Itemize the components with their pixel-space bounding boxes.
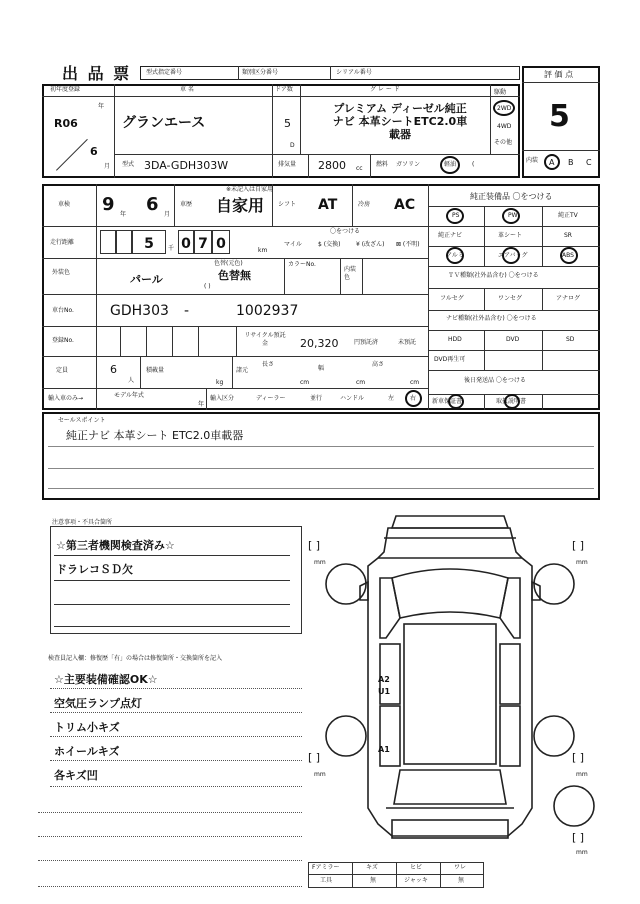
interior-color-label: 内装色 — [344, 266, 357, 281]
damage-mark-a2: A2 — [378, 675, 390, 684]
tire-mm-rr: mm — [576, 771, 588, 778]
height-label: 高さ — [372, 361, 385, 368]
recycle-unit: 円預託済 — [354, 339, 379, 346]
inspector-line-5: 各キズ凹 — [54, 769, 98, 782]
ac-label: 冷房 — [358, 201, 371, 208]
recycle-label: リサイクル預託金 — [244, 332, 286, 347]
handle-right: 右 — [410, 395, 417, 402]
model-year-label: モデル年式 — [114, 392, 144, 399]
model-label: 型式 — [122, 161, 135, 168]
inspection-year-unit: 年 — [120, 211, 127, 218]
tire-bracket-fr: [ ] — [572, 539, 585, 552]
sales-point-text: 純正ナビ 本革シート ETC2.0車載器 — [66, 429, 244, 442]
shift-label: シフト — [278, 201, 297, 208]
color-change-label: 色替(元色) — [214, 260, 243, 267]
length-label: 長さ — [262, 361, 275, 368]
interior-opt-a: A — [549, 158, 555, 167]
drive-other: その他 — [494, 139, 513, 146]
month-unit: 月 — [104, 163, 111, 170]
selected-mark — [493, 100, 515, 116]
capacity-value: 6 — [110, 363, 117, 376]
chassis-dash: - — [184, 303, 190, 319]
sales-point-label: セールスポイント — [58, 417, 106, 424]
vehicle-name: グランエース — [122, 115, 206, 131]
nav-dvd: DVD — [506, 336, 520, 343]
selected-mark — [504, 394, 520, 409]
color-no-label: カラーNo. — [288, 261, 316, 268]
selected-mark — [502, 247, 520, 264]
door-unit: D — [290, 142, 295, 149]
reg-no-label: 登録No. — [52, 337, 74, 344]
legend-value-3: ジャッキ — [404, 877, 428, 884]
legend-value-4: 無 — [458, 877, 465, 884]
equip-nav: 純正ナビ — [438, 232, 463, 239]
load-unit: kg — [216, 379, 224, 386]
model-cert-label: 型式指定番号 — [146, 69, 183, 76]
history-note: ※未記入は自家用 — [226, 186, 274, 193]
tire-bracket-rr: [ ] — [572, 751, 585, 764]
mileage-digit: 0 — [216, 236, 226, 252]
note-line-2: ドラレコＳＤ欠 — [56, 563, 133, 576]
mileage-digit: 7 — [198, 236, 208, 252]
tv-fullseg: フルセグ — [440, 295, 464, 302]
height-cm: cm — [410, 379, 420, 386]
tire-mm-fr: mm — [576, 559, 588, 566]
interior-label: 内装 — [526, 157, 539, 164]
drive-label: 駆動 — [494, 89, 507, 96]
later-title: 後日発送品 〇をつける — [464, 377, 526, 384]
inspection-month-unit: 月 — [164, 211, 171, 218]
load-label: 積載量 — [146, 367, 165, 374]
selected-mark — [448, 394, 464, 409]
fuel-diesel: 軽油 — [444, 161, 457, 168]
mileage-type-tampered: ¥ (改ざん) — [356, 241, 385, 248]
dims-label: 諸元 — [236, 367, 249, 374]
nav-hdd: HDD — [448, 336, 462, 343]
door-label: ドア数 — [275, 86, 293, 93]
capacity-label: 定員 — [56, 367, 69, 374]
selected-mark — [405, 390, 422, 407]
tire-bracket-fl: [ ] — [308, 539, 321, 552]
tv-analog: アナログ — [556, 295, 581, 302]
tire-bracket-spare: [ ] — [572, 831, 585, 844]
mileage-digit-box — [116, 230, 132, 254]
color-label: 外装色 — [52, 269, 71, 276]
shift-value: AT — [318, 197, 338, 213]
class-label: 類別区分番号 — [242, 69, 279, 76]
selected-mark — [446, 247, 464, 264]
notes-label: 注意事項・不具合箇所 — [52, 519, 113, 526]
width-label: 幅 — [318, 365, 325, 372]
import-label: 輸入車のみ→ — [48, 395, 84, 402]
mileage-digit-box — [100, 230, 116, 254]
inspector-line-4: ホイールキズ — [54, 745, 120, 758]
interior-opt-c: C — [586, 158, 592, 167]
mileage-type-exchanged: $ (交換) — [318, 241, 341, 248]
equip-leather: 革シート — [498, 232, 523, 239]
chassis-prefix: GDH303 — [110, 303, 169, 319]
equip-airbag: エアバッグ — [498, 252, 528, 259]
door-count: 5 — [284, 117, 291, 130]
mileage-digit: 5 — [144, 236, 154, 252]
genuine-title: 純正装備品 〇をつける — [470, 192, 553, 201]
fuel-label: 燃料 — [376, 161, 389, 168]
legend-header-2: キズ — [366, 864, 378, 871]
car-diagram — [300, 508, 600, 858]
tire-bracket-rl: [ ] — [308, 751, 321, 764]
later-manual: 取扱説明書 — [496, 398, 527, 405]
recycle-not: 未預託 — [398, 339, 417, 346]
import-class-parallel: 並行 — [310, 395, 323, 402]
vehicle-name-label: 車 名 — [180, 86, 194, 93]
first-reg-month: 6 — [90, 145, 98, 158]
selected-mark — [544, 154, 560, 170]
form-title: 出 品 票 — [62, 64, 132, 83]
tire-mm-fl: mm — [314, 559, 326, 566]
displacement-unit: cc — [356, 165, 363, 172]
selected-mark — [560, 247, 578, 264]
fuel-other: ( — [472, 161, 475, 168]
later-warranty: 新車保証書 — [432, 398, 463, 405]
mileage-digit-box — [178, 230, 194, 254]
inspector-line-3: トリム小キズ — [54, 721, 120, 734]
tire-mm-spare: mm — [576, 849, 588, 856]
nav-sd: SD — [566, 336, 575, 343]
mileage-digit-box — [194, 230, 212, 254]
mileage-type-unknown: ⊠ (不明) — [396, 241, 420, 248]
model-code: 3DA-GDH303W — [144, 159, 229, 172]
ac-value: AC — [394, 197, 416, 213]
grade-text: プレミアム ディーゼル純正ナビ 本革シートETC2.0車載器 — [332, 102, 468, 141]
displacement: 2800 — [318, 159, 346, 172]
nav-title: ナビ種類(社外品含む) 〇をつける — [446, 315, 537, 322]
equip-sr: SR — [564, 232, 572, 239]
recycle-amount: 20,320 — [300, 337, 339, 350]
displacement-label: 排気量 — [278, 161, 297, 168]
import-class-label: 輸入区分 — [210, 395, 235, 402]
selected-mark — [502, 208, 520, 224]
inspection-year: 9 — [102, 194, 115, 215]
inspector-line-1: ☆主要装備確認OK☆ — [54, 673, 158, 686]
tire-mm-rl: mm — [314, 771, 326, 778]
mileage-type-note: 〇をつける — [330, 228, 361, 235]
equip-pw: PW — [508, 212, 518, 219]
mileage-digit-box — [212, 230, 230, 254]
drive-2wd: 2WD — [497, 105, 512, 112]
mileage-digit: 0 — [181, 236, 191, 252]
equip-abs: ABS — [562, 252, 574, 259]
legend-header-1: Fアミラー — [312, 864, 340, 871]
tv-title: ＴＶ種類(社外品含む) 〇をつける — [448, 272, 539, 279]
score-label: 評 価 点 — [544, 70, 574, 79]
inspection-label: 車検 — [58, 201, 71, 208]
handle-left: 左 — [388, 395, 395, 402]
equip-tv: 純正TV — [558, 212, 578, 219]
score-value: 5 — [549, 99, 570, 134]
inspection-month: 6 — [146, 194, 159, 215]
legend-header-3: ヒビ — [410, 864, 423, 871]
year-unit: 年 — [98, 103, 105, 110]
mileage-thousand: 千 — [168, 245, 175, 252]
capacity-unit: 人 — [128, 377, 135, 384]
damage-mark-u1: U1 — [378, 687, 391, 696]
color-value: パール — [130, 273, 163, 286]
grade-label: グ レ ー ド — [370, 86, 400, 93]
width-cm: cm — [356, 379, 366, 386]
model-year-unit: 年 — [198, 401, 205, 408]
nav-dvd-play: DVD再生可 — [434, 356, 466, 363]
legend-value-2: 無 — [370, 877, 377, 884]
selected-mark — [440, 156, 460, 174]
history-value: 自家用 — [216, 196, 265, 215]
drive-4wd: 4WD — [497, 123, 512, 130]
note-line-1: ☆第三者機関検査済み☆ — [56, 539, 175, 552]
chassis-label: 車台No. — [52, 307, 74, 314]
legend-header-4: ワレ — [454, 864, 467, 871]
history-label: 車歴 — [180, 201, 193, 208]
mileage-type-mile: マイル — [284, 241, 302, 248]
mileage-label: 走行距離 — [50, 239, 75, 246]
first-reg-label: 初年度登録 — [50, 86, 81, 93]
inspector-label: 検査員記入欄：修復歴「有」の場合は修復箇所・交換箇所を記入 — [48, 655, 223, 662]
mileage-unit: km — [258, 247, 268, 254]
color-change-value: 色替無 — [218, 269, 251, 282]
length-cm: cm — [300, 379, 310, 386]
equip-alloy: アルミ — [446, 252, 464, 259]
inspector-line-2: 空気圧ランプ点灯 — [54, 697, 142, 710]
handle-label: ハンドル — [340, 395, 365, 402]
legend-value-1: 工具 — [320, 877, 333, 884]
color-change-paren: ( ) — [204, 283, 211, 290]
selected-mark — [446, 208, 464, 224]
equip-ps: PS — [452, 212, 460, 219]
first-reg-era: R06 — [54, 117, 78, 130]
tv-oneseg: ワンセグ — [498, 295, 523, 302]
interior-opt-b: B — [568, 158, 574, 167]
serial-label: シリアル番号 — [336, 69, 372, 76]
mileage-digit-box — [132, 230, 166, 254]
damage-mark-a1: A1 — [378, 745, 390, 754]
import-class-dealer: ディーラー — [256, 395, 286, 402]
chassis-number: 1002937 — [236, 303, 299, 319]
fuel-gasoline: ガソリン — [396, 161, 421, 168]
sales-point-box — [42, 412, 600, 500]
